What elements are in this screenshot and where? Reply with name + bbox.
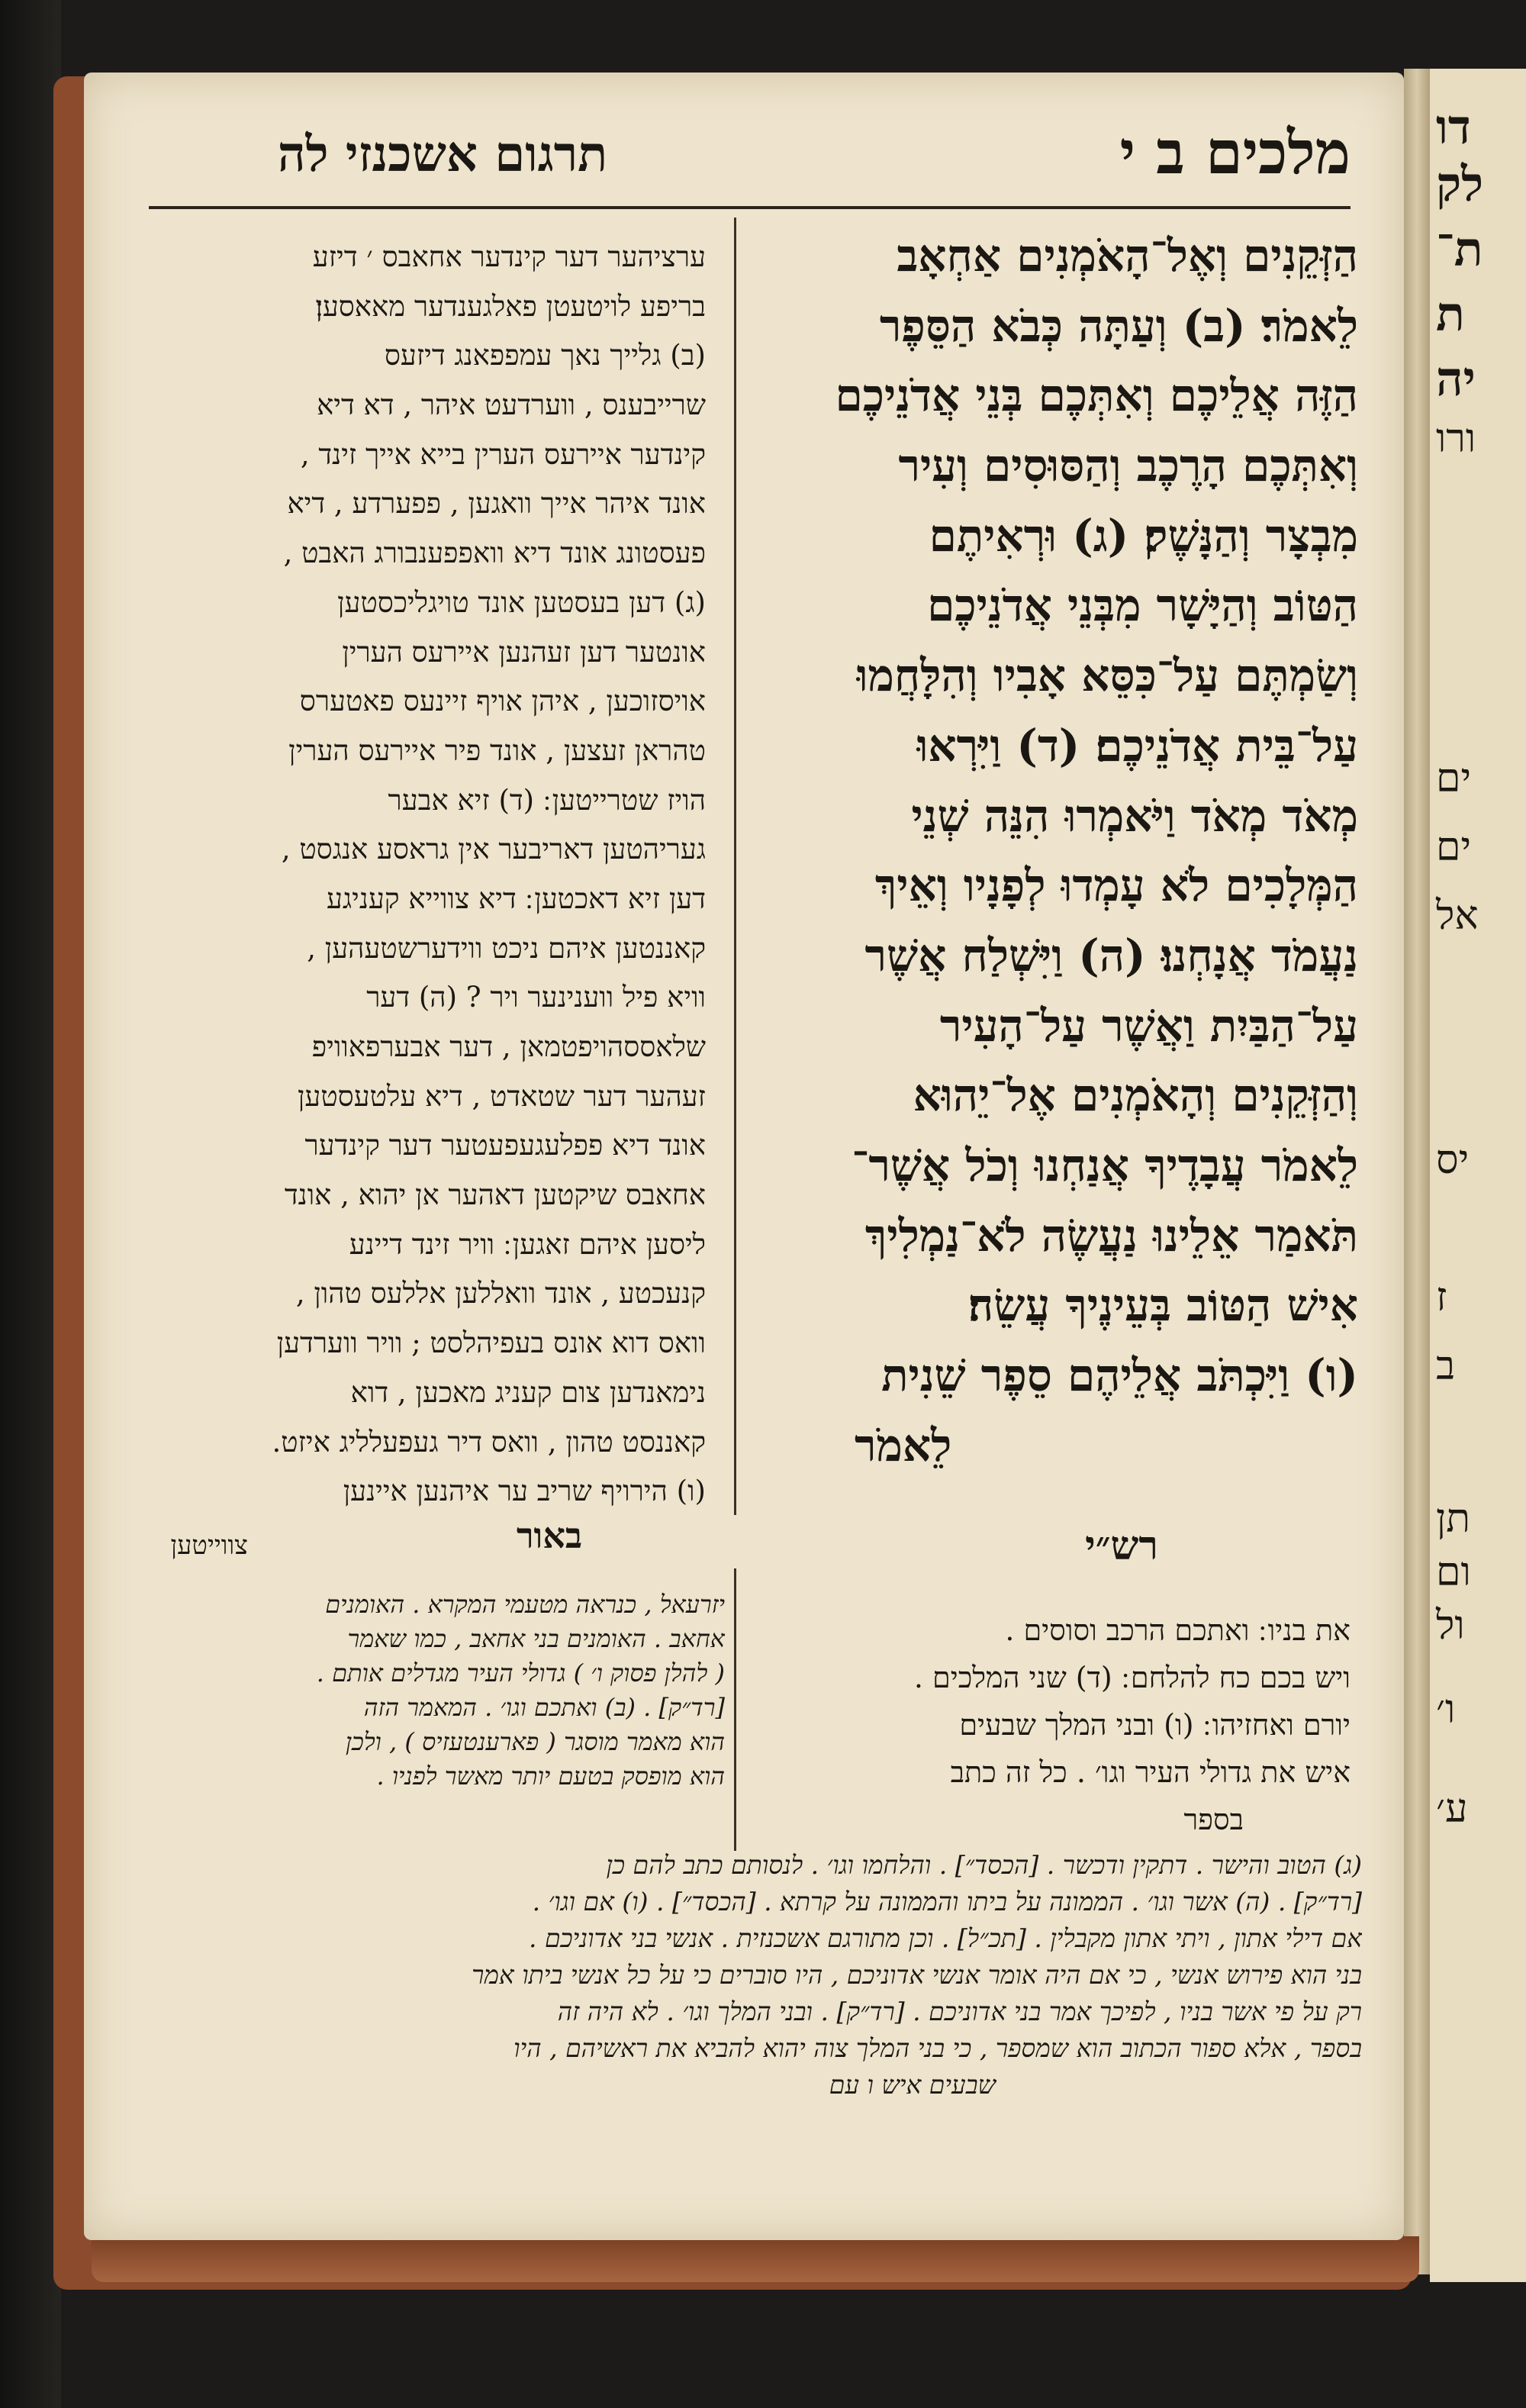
yiddish-translation-column: [156, 233, 706, 1517]
translation-line: שלאססהויפטמאן , דער אבערפאוויפ: [311, 1030, 706, 1063]
translation-line: ליסען איהם זאגען ׃ וויר זינד דיינע: [349, 1227, 706, 1261]
commentary-line: איש את גדולי העיר וגו׳ . כל זה כתב: [950, 1755, 1351, 1789]
facing-page-fragment: ת: [1436, 286, 1465, 342]
translation-line: קאננטען איהם ניכט ווידערשטעהען ,: [307, 931, 706, 965]
translation-line: (ג) דען בעסטען אונד טויגליכסטען: [337, 585, 706, 619]
hebrew-line: מִבְצָר וְהַנָּשֶׁק׃ (ג) וּרְאִיתֶם: [929, 509, 1358, 562]
page-bottom-edge: [92, 2236, 1419, 2282]
rashi-heading: רש״י: [1085, 1523, 1158, 1569]
commentary-line: ויש בכם כח להלחם ׃ (ד) שני המלכים .: [913, 1661, 1351, 1694]
hebrew-line: מְאֹד מְאֹד וַיֹּאמְרוּ הִנֵּה שְׁנֵי: [911, 789, 1358, 842]
bottom-commentary: [156, 1847, 1362, 2103]
facing-page-fragment: דו: [1436, 99, 1471, 155]
hebrew-text-column: [755, 221, 1358, 1481]
hebrew-line: נַעֲמֹד אֲנָחְנוּ׃ (ה) וַיִּשְׁלַח אֲשֶׁר: [864, 929, 1358, 982]
translation-line: קינדער איירעס הערין בייא אייך זינד ,: [300, 437, 706, 471]
translation-line: קנעכטע , אונד וואללען אללעס טהון ,: [295, 1277, 706, 1310]
hebrew-line: אִישׁ הַטּוֹב בְּעֵינֶיךָ עֲשֵׂה׃: [967, 1279, 1358, 1332]
facing-page-fragment: ום: [1436, 1549, 1471, 1595]
hebrew-line: לֵאמֹר׃ (ב) וְעַתָּה כְּבֹא הַסֵּפֶר: [879, 299, 1358, 352]
commentary-line: ( להלן פסוק ו׳ ) גדולי העיר מגדלים אותם .: [316, 1659, 725, 1688]
facing-page-fragment: ורו: [1436, 416, 1476, 462]
hebrew-line: וְהַזְּקֵנִים וְהָאֹמְנִים אֶל־יֵהוּא: [913, 1069, 1358, 1122]
commentary-line: (ג) הטוב והישר . דתקין ודכשר . [הכסד״] . והלחמו וגו׳ . לנסותם כתב להם כן: [606, 1850, 1362, 1880]
facing-page-fragment: ת־: [1436, 221, 1483, 277]
hebrew-line: לֵאמֹר עֲבָדֶיךָ אֲנַחְנוּ וְכֹל אֲשֶׁר־: [852, 1139, 1358, 1191]
translation-line: וויא פיל ווענינער ויר ? (ה) דער: [366, 981, 706, 1014]
translation-line: ערציהער דער קינדער אחאבס ׳ דיזע: [312, 240, 706, 273]
facing-page-fragment: ב: [1436, 1343, 1456, 1389]
translation-line: (ו) הירויף שריב ער איהנען איינען: [343, 1475, 706, 1508]
translation-line: נימאנדען צום קעניג מאכען , דוא: [350, 1375, 706, 1409]
translation-line: אחאבס שיקטען דאהער אן יהוא , אונד: [284, 1178, 706, 1212]
facing-page-fragment: יה: [1436, 351, 1476, 407]
running-header-hebrew: מלכים ב י: [1119, 118, 1351, 188]
commentary-line: יורם ואחזיהו ׃ (ו) ובני המלך שבעים: [959, 1708, 1351, 1742]
commentary-line: אחאב . האומנים בני אחאב , כמו שאמר: [347, 1624, 725, 1653]
translation-line: זעהער דער שטאדט , דיא עלטעסטען: [297, 1079, 706, 1113]
commentary-line: [רד״ק] . (ב) ואתכם וגו׳ . המאמר הזה: [363, 1693, 725, 1722]
book-page: [84, 73, 1404, 2240]
translation-line: פעסטונג אונד דיא וואפפענבורג האבט ,: [283, 537, 706, 570]
hebrew-line: עַל־בֵּית אֲדֹנֵיכֶם׃ (ד) וַיִּרְאוּ: [916, 719, 1358, 772]
biur-heading: באור: [516, 1515, 583, 1556]
hebrew-line: תֹּאמַר אֵלֵינוּ נַעֲשֶׂה לֹא־נַמְלִיךְ: [864, 1209, 1358, 1262]
facing-page-fragment: ים: [1436, 824, 1472, 870]
translation-line: אונד איהר אייך וואגען , פפערדע , דיא: [287, 487, 706, 521]
translation-line: (ב) גלייך נאך עמפפאנג דיזעס: [384, 339, 706, 372]
commentary-line: הוא מופסק בטעם יותר מאשר לפניו .: [376, 1762, 725, 1791]
hebrew-line: הַטּוֹב וְהַיָּשָׁר מִבְּנֵי אֲדֹנֵיכֶם: [927, 579, 1358, 632]
facing-page-fragment: לק: [1436, 156, 1484, 212]
biur-commentary: [156, 1588, 725, 1794]
facing-page-fragment: ול: [1436, 1603, 1465, 1649]
hebrew-line: לֵאמֹר: [855, 1419, 952, 1472]
facing-page-fragment: אל: [1436, 893, 1479, 939]
facing-page-fragment: ע׳: [1436, 1786, 1468, 1832]
running-header-translation: תרגום אשכנזי לה: [277, 126, 608, 183]
translation-line: אונד דיא פפלעגעפעטער דער קינדער: [304, 1129, 706, 1162]
facing-page: [1430, 69, 1526, 2282]
facing-page-fragment: ים: [1436, 756, 1472, 801]
translation-catchword: צווייטען: [170, 1530, 248, 1561]
rashi-commentary: [755, 1607, 1351, 1843]
commentary-divider: [734, 1568, 736, 1851]
book-gutter: [1404, 69, 1430, 2274]
hebrew-line: עַל־הַבַּיִת וַאֲשֶׁר עַל־הָעִיר: [939, 999, 1358, 1052]
translation-line: טהראן זעצען , אונד פיר איירעס הערין: [288, 733, 706, 767]
commentary-line: [רד״ק] . (ה) אשר וגו׳ . הממונה על ביתו והממונה על קרתא . [הכסד״] . (ו) אם וגו׳ .: [532, 1887, 1362, 1916]
translation-line: וואס דוא אונס בעפיהלסט ; וויר ווערדען: [276, 1326, 706, 1360]
translation-line: אונטער דען זעהנען איירעס הערין: [342, 635, 706, 669]
commentary-line: בספר , אלא ספור הכתוב הוא שמספר , כי בני המלך צוה יהוא להביא את ראשיהם , היו: [513, 2033, 1362, 2063]
hebrew-line: וְאִתְּכֶם הָרֶכֶב וְהַסּוּסִים וְעִיר: [898, 440, 1358, 492]
hebrew-line: וְשַׂמְתֶּם עַל־כִּסֵּא אָבִיו וְהִלָּחֲמוּ: [856, 650, 1358, 702]
header-rule: [149, 206, 1351, 209]
facing-page-fragment: ז: [1436, 1275, 1447, 1320]
translation-line: הויז שטרייטען ׃ (ד) זיא אבער: [388, 783, 706, 817]
commentary-line: בספר: [1183, 1803, 1244, 1836]
hebrew-line: הַזְּקֵנִים וְאֶל־הָאֹמְנִים אַחְאָב: [897, 230, 1358, 282]
facing-page-fragment: ו׳: [1436, 1687, 1456, 1733]
hebrew-line: הַזֶּה אֲלֵיכֶם וְאִתְּכֶם בְּנֵי אֲדֹנֵיכֶם: [835, 369, 1358, 422]
commentary-line: שבעים איש ו עם: [829, 2070, 996, 2100]
facing-page-fragment: יס: [1436, 1137, 1470, 1183]
hebrew-line: (ו) וַיִּכְתֹּב אֲלֵיהֶם סֵפֶר שֵׁנִית: [881, 1349, 1358, 1401]
translation-line: בריפע לויטעטן פאלגענדער מאאסען׃: [315, 289, 706, 323]
translation-line: שרייבענס , ווערדעט איהר , דא דיא: [317, 388, 706, 422]
commentary-line: יזרעאל , כנראה מטעמי המקרא . האומנים: [325, 1590, 725, 1619]
book-cover-left: [0, 0, 61, 2408]
translation-line: קאננסט טהון , וואס דיר געפעלליג איזט.: [272, 1425, 706, 1459]
commentary-line: אם דילי אתון , ויתי אתון מקבלין . [תכ״ל] . וכן מתורגם אשכנזית . אנשי בני אדוניכם .: [528, 1923, 1362, 1953]
column-divider: [734, 218, 736, 1515]
facing-page-fragment: תן: [1436, 1496, 1470, 1542]
translation-line: אויסזוכען , איהן אויף זיינעס פאטערס: [299, 685, 706, 718]
commentary-line: את בניו ׃ ואתכם הרכב וסוסים .: [1005, 1613, 1351, 1647]
translation-line: דען זיא דאכטען ׃ דיא צווייא קעניגע: [326, 882, 706, 915]
hebrew-line: הַמְּלָכִים לֹא עָמְדוּ לְפָנָיו וְאֵיךְ: [874, 859, 1358, 912]
commentary-line: בני הוא פירוש אנשי , כי אם היה אומר אנשי אדוניכם , היו סוברים כי על כל אנשי ביתו אמר: [472, 1960, 1362, 1990]
commentary-line: הוא מאמר מוסגר ( פארענטעזיס ) , ולכן: [345, 1727, 725, 1756]
translation-line: געריהטען דאריבער אין גראסע אנגסט ,: [281, 833, 706, 866]
commentary-line: רק על פי אשר בניו , לפיכך אמר בני אדוניכם . [רד״ק] . ובני המלך וגו׳ . לא היה זה: [557, 1997, 1362, 2026]
